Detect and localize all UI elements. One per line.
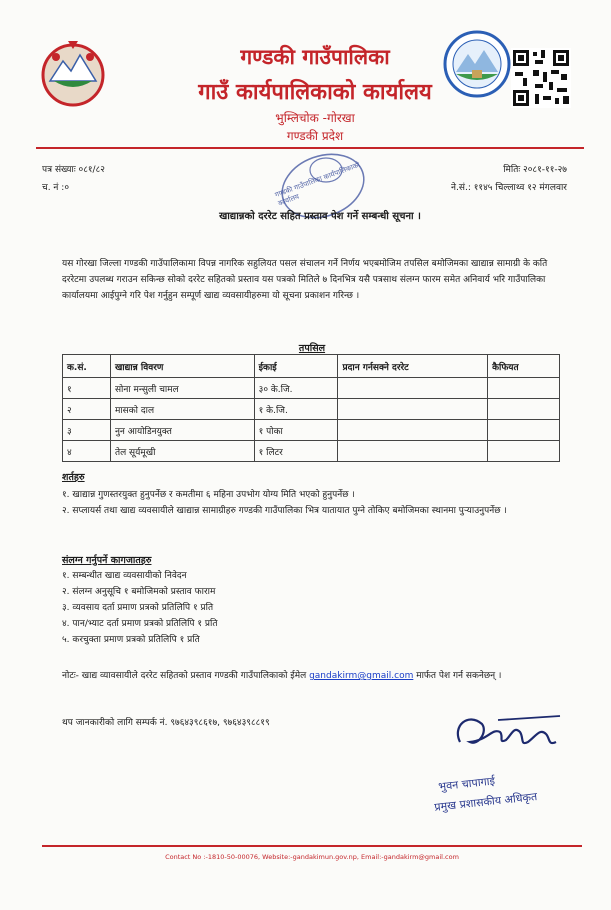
cell-sn: ४ xyxy=(63,441,111,462)
office-name: गाउँ कार्यपालिकाको कार्यालय xyxy=(198,80,432,105)
cell-item: तेल सूर्यमूखी xyxy=(110,441,254,462)
cell-sn: ३ xyxy=(63,420,111,441)
nepal-emblem-icon xyxy=(36,35,110,109)
cell-sn: २ xyxy=(63,399,111,420)
cell-unit: ३० के.जि. xyxy=(254,378,338,399)
cell-unit: १ के.जि. xyxy=(254,399,338,420)
signature xyxy=(448,702,568,762)
items-table xyxy=(62,354,560,462)
note-text-end: मार्फत पेश गर्न सकनेछन् । xyxy=(413,671,502,681)
email-link[interactable]: gandakirm@gmail.com xyxy=(309,671,414,681)
notice-title: खाद्यान्नको दररेट सहित प्रस्ताव पेश गर्ने सम्बन्धी सूचना । xyxy=(219,211,421,222)
cell-item: मासको दाल xyxy=(110,399,254,420)
signatory-name: भुवन चापागाई xyxy=(437,774,496,794)
col-header-unit: ईकाई xyxy=(254,355,338,378)
contact-line: थप जानकारीको लागि सम्पर्क नं. ९७६४३९८६१७, ९७६४३९८८१९ xyxy=(62,718,270,728)
cell-item: नुन आयोडिनयुक्त xyxy=(110,420,254,441)
table-row xyxy=(63,420,560,441)
table-row xyxy=(63,441,560,462)
note-paragraph xyxy=(62,668,562,684)
cell-sn: १ xyxy=(63,378,111,399)
dispatch-number: च. नं :० xyxy=(42,183,70,193)
conditions-section xyxy=(62,470,562,519)
attachment-item: १. सम्बन्धीत खाद्य व्यवसायीको निवेदन xyxy=(62,571,187,581)
cell-unit: १ पोका xyxy=(254,420,338,441)
province-line: गण्डकी प्रदेश xyxy=(286,129,344,143)
cell-rate xyxy=(338,399,488,420)
cell-rate xyxy=(338,441,488,462)
cell-item: सोना मन्सुली चामल xyxy=(110,378,254,399)
table-header-row xyxy=(63,355,560,378)
attachment-item: ४. पान/भ्याट दर्ता प्रमाण प्रत्रको प्रतिलिपि १ प्रति xyxy=(62,619,218,629)
letter-number: पत्र संख्याः ०८१/८२ xyxy=(42,165,105,175)
footer-contact: Contact No :-1810-50-00076, Website:-gandakimun.gov.np, Email:-gandakirm@gmail.com xyxy=(165,853,459,861)
cell-rate xyxy=(338,420,488,441)
condition-item: २. सप्लायर्स तथा खाद्य व्यवसायीले खाद्यान्न सामाग्रीहरु गण्डकी गाउँपालिका भित्र यातायात पुग्ने तोकिए बमोजिमका स्थानमा पुर्‍याउनुपर्नेछ । xyxy=(62,506,507,516)
cell-unit: १ लिटर xyxy=(254,441,338,462)
date: मितिः २०८१-११-२७ xyxy=(503,165,567,175)
cell-rate xyxy=(338,378,488,399)
table-row xyxy=(63,399,560,420)
signatory-title: प्रमुख प्रशासकीय अधिकृत xyxy=(433,790,538,814)
col-header-item: खाद्यान्न विवरण xyxy=(110,355,254,378)
attachments-title: संलग्न गर्नुपर्ने कागजातहरु xyxy=(62,555,152,566)
table-row xyxy=(63,378,560,399)
qr-code xyxy=(511,48,571,108)
note-text: नोटः- खाद्य व्यावसायीले दररेट सहितको प्रस्ताव गण्डकी गाउँपालिकाको ईमेल xyxy=(62,671,310,681)
municipality-name: गण्डकी गाउँपालिका xyxy=(240,45,390,69)
cell-remarks xyxy=(488,399,560,420)
attachments-section xyxy=(62,553,562,648)
table-caption: तपसिल xyxy=(298,343,326,354)
stamp-text: गण्डकी गाउँपालिका कार्यपालिकाको कार्यालय xyxy=(273,160,362,208)
col-header-remarks: कैफियत xyxy=(488,355,560,378)
cell-remarks xyxy=(488,420,560,441)
cell-remarks xyxy=(488,441,560,462)
col-header-rate: प्रदान गर्नसक्ने दररेट xyxy=(338,355,488,378)
condition-item: १. खाद्यान्न गुणस्तरयुक्त हुनुपर्नेछ र कमतीमा ६ महिना उपभोग योग्य मिति भएको हुनुपर्नेछ । xyxy=(62,490,355,500)
footer-divider xyxy=(42,845,582,847)
cell-remarks xyxy=(488,378,560,399)
attachment-item: ५. करचुक्ता प्रमाण प्रत्रको प्रतिलिपि १ प्रति xyxy=(62,635,200,645)
col-header-sn: क.सं. xyxy=(63,355,111,378)
conditions-title: शर्तहरु xyxy=(62,472,85,483)
nepal-sambat-date: ने.सं.: ११४५ चिल्लाथ्व १२ मंगलवार xyxy=(451,183,567,193)
attachment-item: २. संलग्न अनुसूचि १ बमोजिमको प्रस्ताव फाराम xyxy=(62,587,216,597)
notice-body: यस गोरखा जिल्ला गण्डकी गाउँपालिकामा विपन्न नागरिक सहुलियत पसल संचालन गर्ने निर्णय भएबमोजिम तपसिल बमोजिमका खाद्यान्न सामाग्री के कति दररेटमा उपलब्ध गराउन सकिन्छ सोको दररेट सहितको प्रस्ताव यस पत्रको मितिले ७ दिनभित्र यसै पत्रसाथ संलग्न फारम समेत अनिवार्य भरि गाउँपालिका कार्यालयमा आईपुग्ने गरि पेश गर्नुहुन सम्पूर्ण खाद्य व्यवसायीहरुमा यो सूचना प्रकाशन गरिन्छ । xyxy=(62,259,548,301)
address-line: भुम्लिचोक -गोरखा xyxy=(275,111,355,125)
attachment-item: ३. व्यवसाय दर्ता प्रमाण प्रत्रको प्रतिलिपि १ प्रति xyxy=(62,603,214,613)
